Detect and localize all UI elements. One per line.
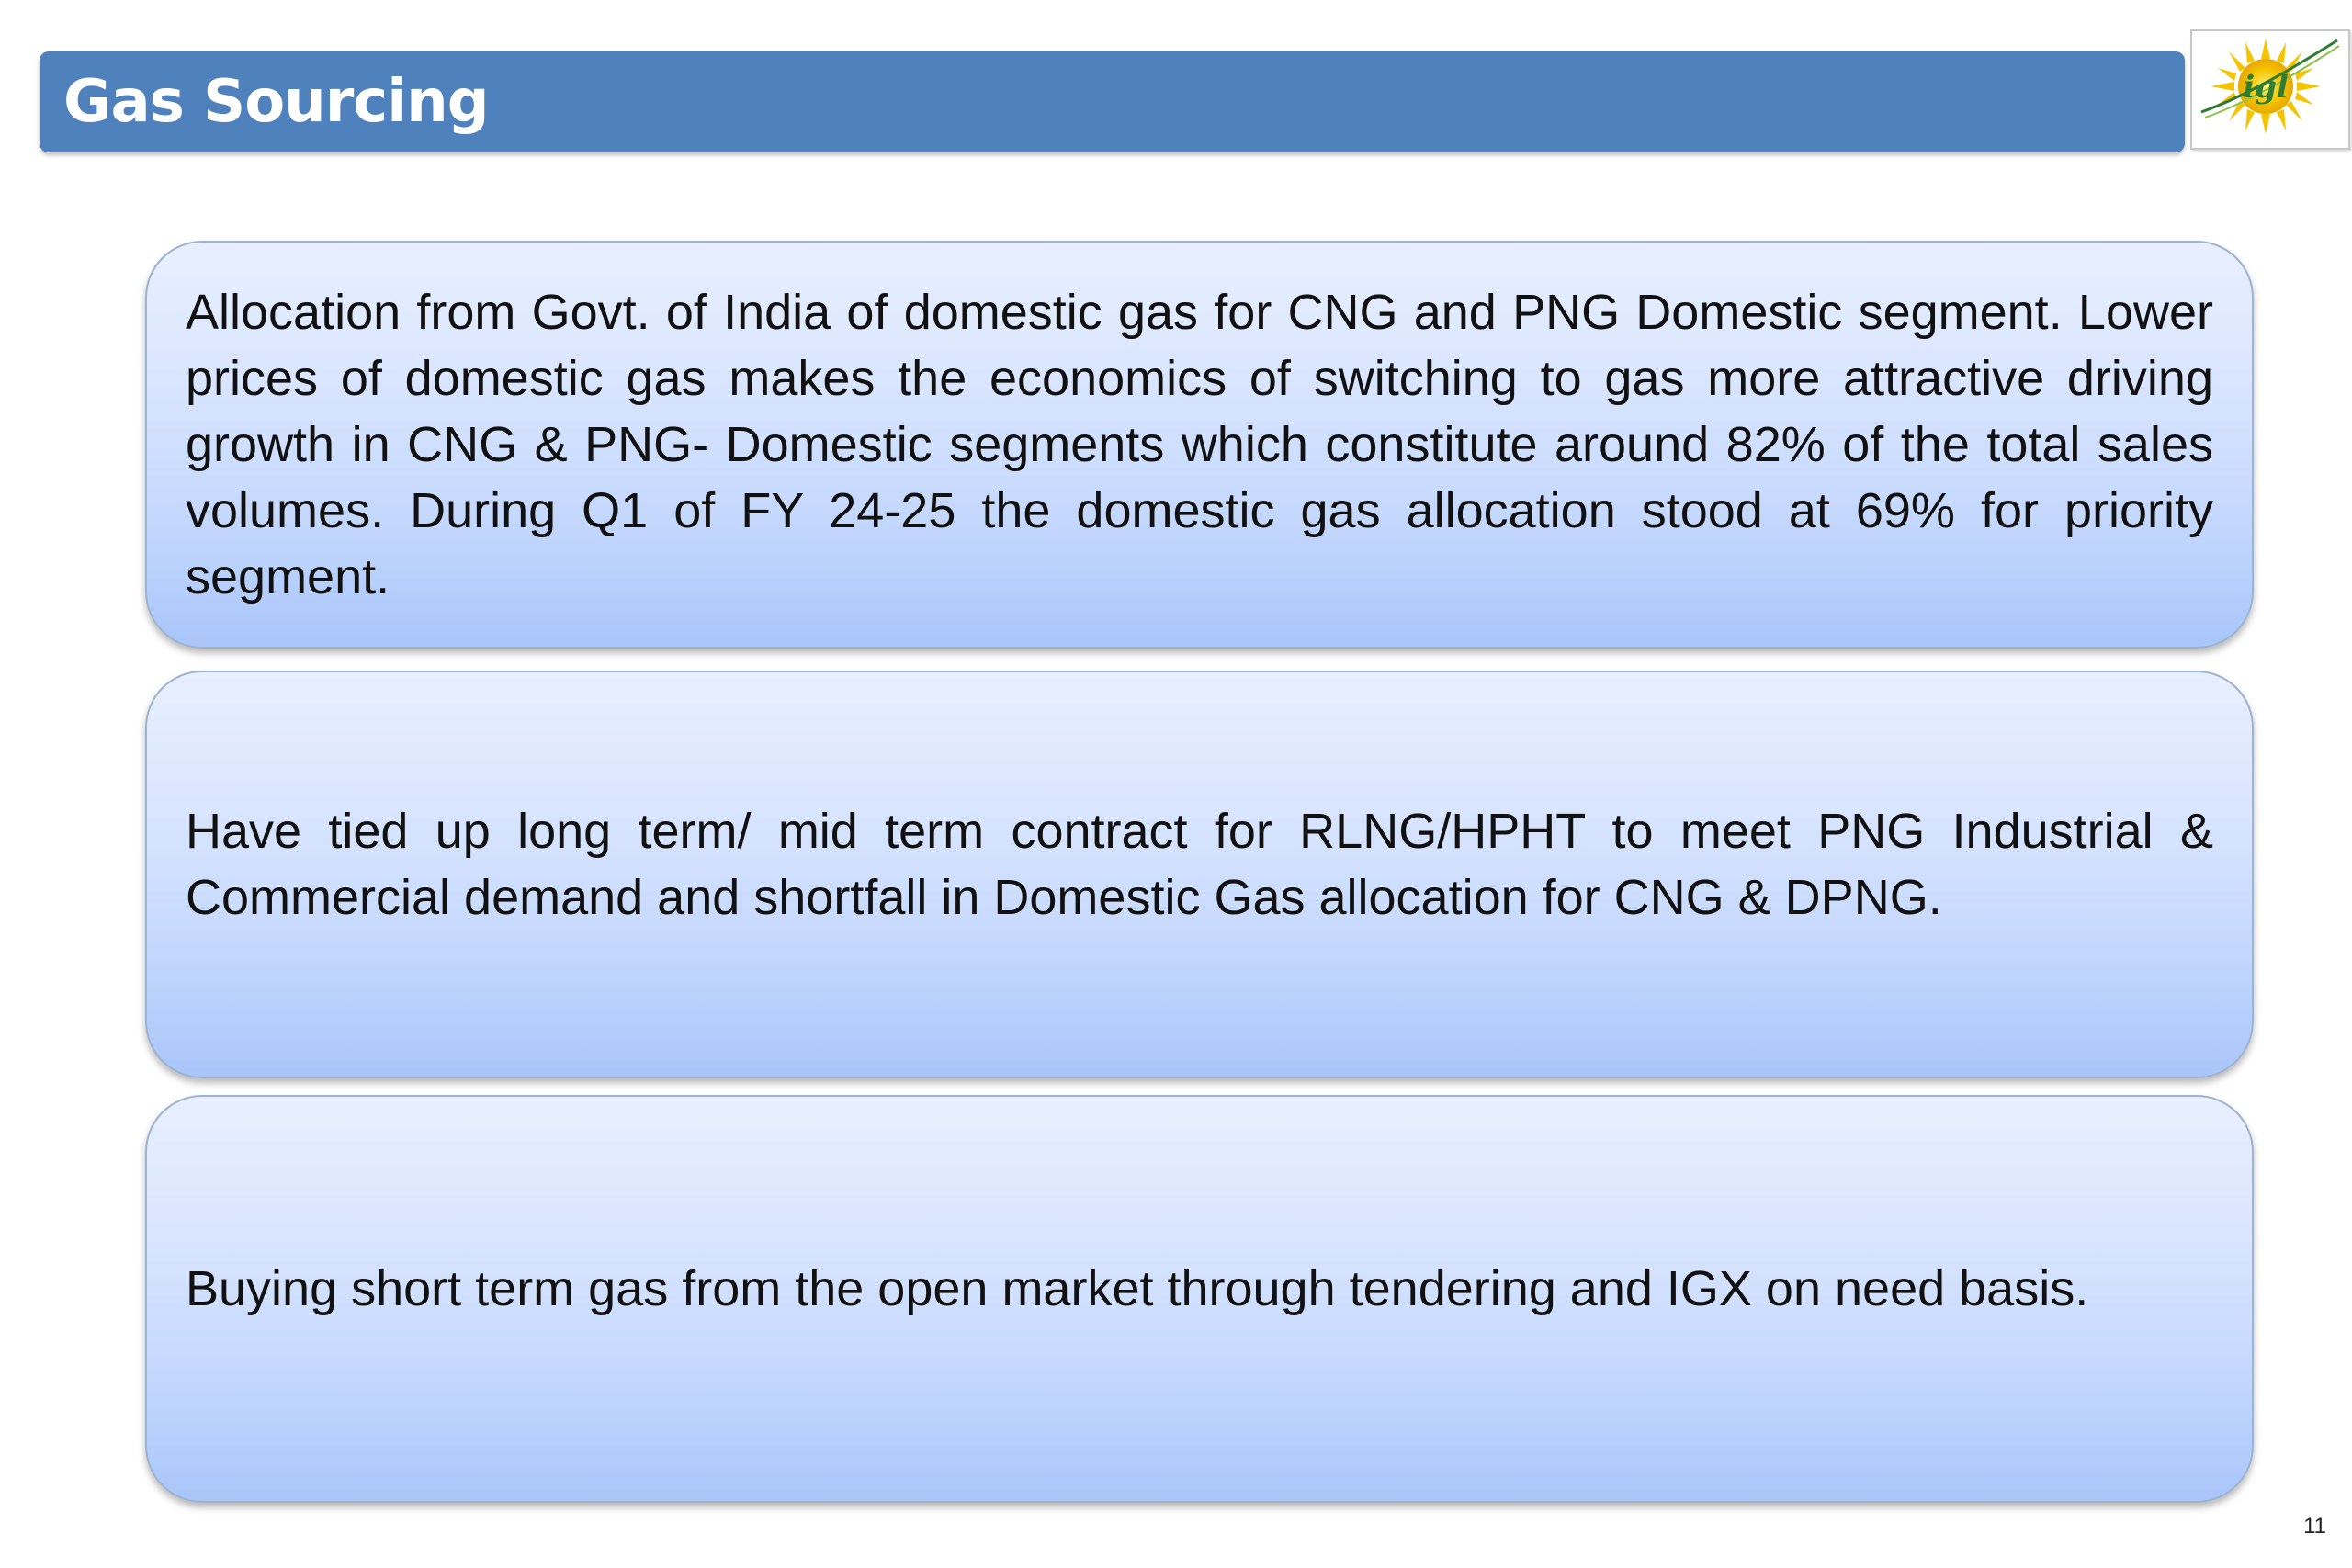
content-box-short-term-gas xyxy=(145,1095,2254,1503)
logo-text: igl xyxy=(2243,69,2289,106)
box-text: Allocation from Govt. of India of domestic gas for CNG and PNG Domestic segment. Lower prices of domestic gas makes the economics of switching to gas more attractive driving growth in CNG & PNG- Domestic segments which constitute around 82% of the total sales volumes. During Q1 of FY 24-25 the domestic gas allocation stood at 69% for priority segment. xyxy=(186,285,2213,604)
box-text: Buying short term gas from the open market through tendering and IGX on need basis. xyxy=(186,1261,2089,1316)
box-text: Have tied up long term/ mid term contract for RLNG/HPHT to meet PNG Industrial & Commercial demand and shortfall in Domestic Gas allocation for CNG & DPNG. xyxy=(186,804,2213,925)
content-box-domestic-allocation xyxy=(145,241,2254,649)
content-box-long-term-contracts xyxy=(145,671,2254,1078)
page-number: 11 xyxy=(2303,1514,2326,1539)
slide-title: Gas Sourcing xyxy=(63,68,489,136)
title-bar xyxy=(40,51,2185,152)
igl-logo xyxy=(2190,29,2350,150)
igl-sun-logo-icon xyxy=(2192,31,2345,144)
